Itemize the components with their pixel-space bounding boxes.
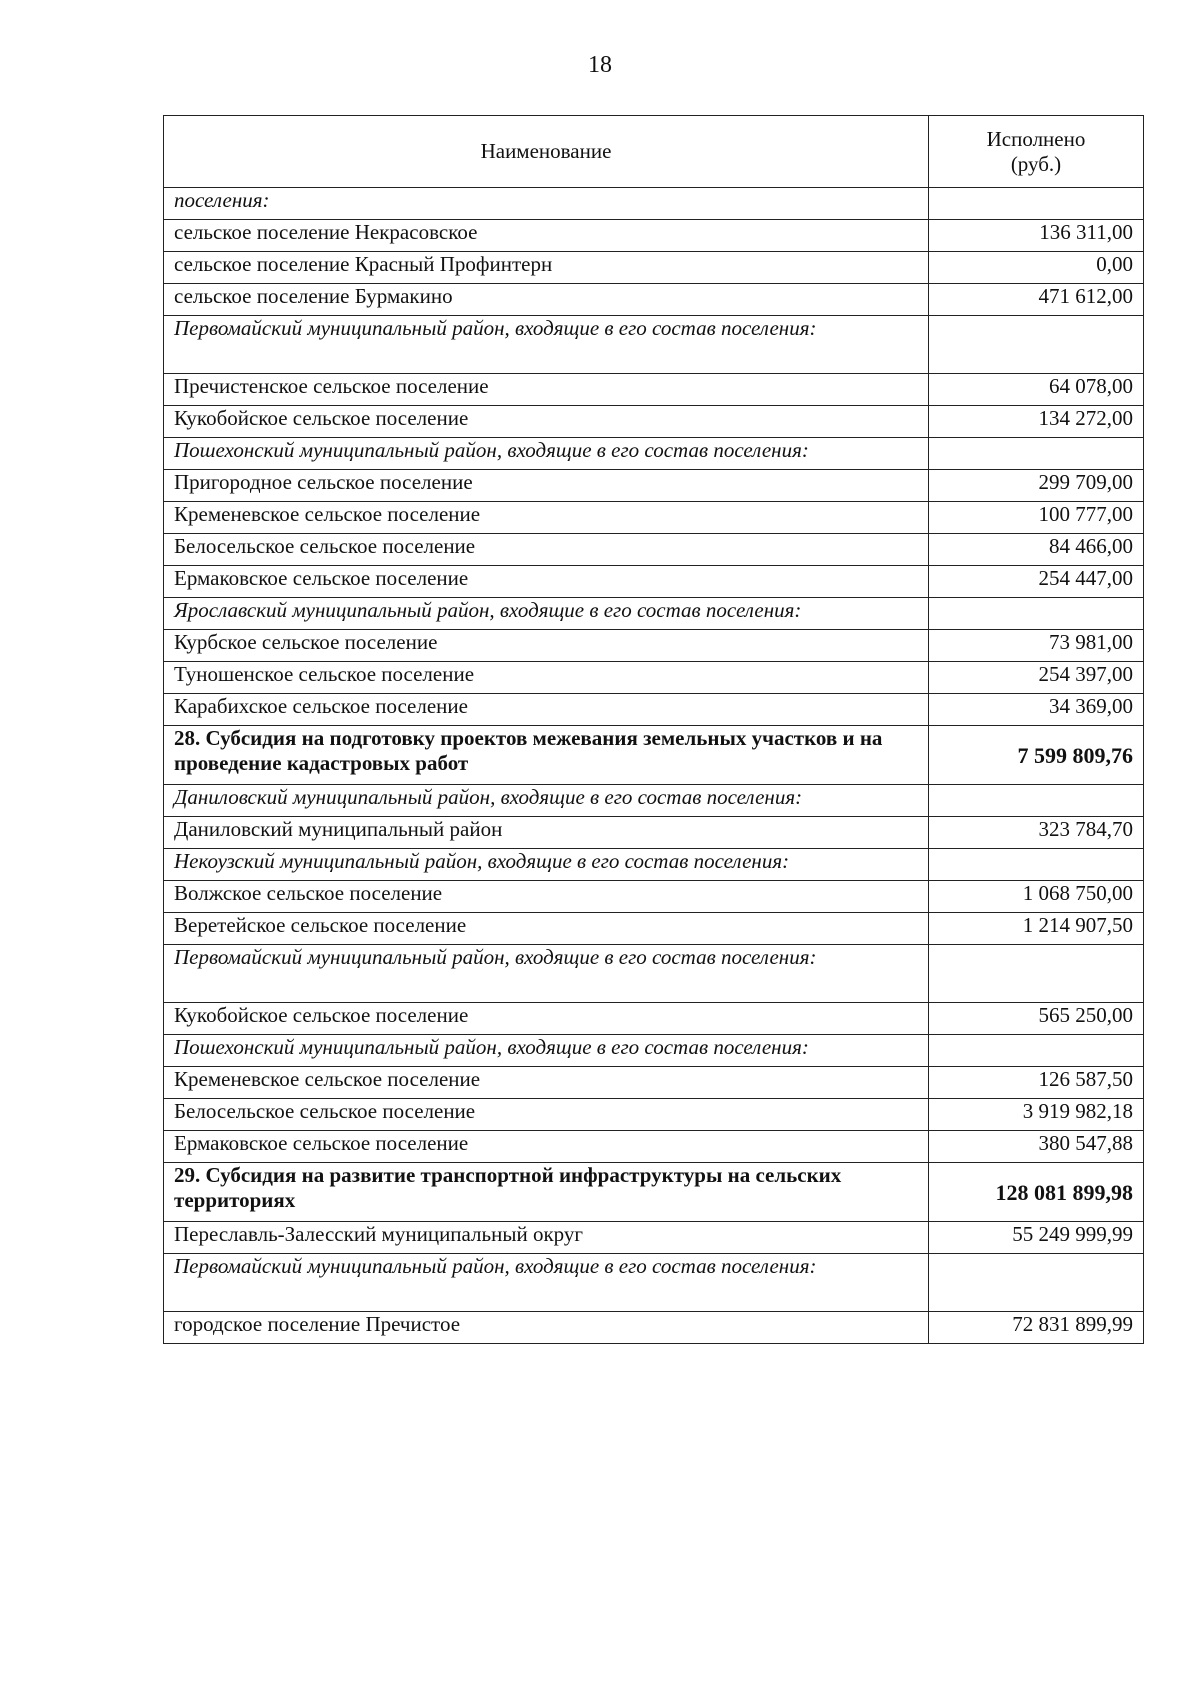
row-amount: 73 981,00 (929, 630, 1144, 662)
group-row (164, 1254, 1144, 1312)
row-name: Первомайский муниципальный район, входящие в его состав поселения: (164, 945, 929, 1003)
row-amount: 136 311,00 (929, 220, 1144, 252)
table-row (164, 817, 1144, 849)
group-row (164, 188, 1144, 220)
row-amount: 0,00 (929, 252, 1144, 284)
row-amount: 380 547,88 (929, 1131, 1144, 1163)
row-amount (929, 945, 1144, 1003)
row-amount: 126 587,50 (929, 1067, 1144, 1099)
row-amount: 64 078,00 (929, 374, 1144, 406)
table-row (164, 1312, 1144, 1344)
row-name: Волжское сельское поселение (164, 881, 929, 913)
table-row (164, 1099, 1144, 1131)
row-amount (929, 438, 1144, 470)
table-row (164, 1003, 1144, 1035)
row-name: 29. Субсидия на развитие транспортной инфраструктуры на сельских территориях (164, 1163, 929, 1222)
row-name: Ермаковское сельское поселение (164, 566, 929, 598)
table-row (164, 470, 1144, 502)
section-row (164, 726, 1144, 785)
row-amount (929, 598, 1144, 630)
table-row (164, 1131, 1144, 1163)
row-amount: 84 466,00 (929, 534, 1144, 566)
row-name: Белосельское сельское поселение (164, 1099, 929, 1131)
row-amount: 134 272,00 (929, 406, 1144, 438)
group-row (164, 598, 1144, 630)
row-name: Кукобойское сельское поселение (164, 406, 929, 438)
row-name: сельское поселение Некрасовское (164, 220, 929, 252)
row-name: сельское поселение Красный Профинтерн (164, 252, 929, 284)
row-name: 28. Субсидия на подготовку проектов межевания земельных участков и на проведение кадастровых работ (164, 726, 929, 785)
row-amount (929, 849, 1144, 881)
row-name: Кременевское сельское поселение (164, 502, 929, 534)
page-number: 18 (588, 52, 612, 78)
table-row (164, 534, 1144, 566)
table-row (164, 284, 1144, 316)
group-row (164, 849, 1144, 881)
table-row (164, 694, 1144, 726)
row-name: Пречистенское сельское поселение (164, 374, 929, 406)
table-row (164, 913, 1144, 945)
group-row (164, 945, 1144, 1003)
row-name: Пригородное сельское поселение (164, 470, 929, 502)
row-name: Кукобойское сельское поселение (164, 1003, 929, 1035)
row-amount: 254 447,00 (929, 566, 1144, 598)
row-name: Некоузский муниципальный район, входящие в его состав поселения: (164, 849, 929, 881)
row-amount (929, 188, 1144, 220)
table-row (164, 1067, 1144, 1099)
table-row (164, 406, 1144, 438)
row-amount: 299 709,00 (929, 470, 1144, 502)
row-amount: 3 919 982,18 (929, 1099, 1144, 1131)
table-row (164, 1222, 1144, 1254)
row-name: Кременевское сельское поселение (164, 1067, 929, 1099)
row-amount: 323 784,70 (929, 817, 1144, 849)
row-amount (929, 1254, 1144, 1312)
row-name: поселения: (164, 188, 929, 220)
row-name: Карабихское сельское поселение (164, 694, 929, 726)
row-name: Первомайский муниципальный район, входящие в его состав поселения: (164, 1254, 929, 1312)
row-amount: 1 214 907,50 (929, 913, 1144, 945)
row-amount (929, 1035, 1144, 1067)
table-row (164, 566, 1144, 598)
row-name: Первомайский муниципальный район, входящие в его состав поселения: (164, 316, 929, 374)
table-row (164, 630, 1144, 662)
row-name: Веретейское сельское поселение (164, 913, 929, 945)
section-row (164, 1163, 1144, 1222)
row-name: Даниловский муниципальный район (164, 817, 929, 849)
row-name: Белосельское сельское поселение (164, 534, 929, 566)
budget-table (163, 115, 1144, 1344)
table-header-row (164, 116, 1144, 188)
row-amount: 128 081 899,98 (929, 1163, 1144, 1222)
row-name: Переславль-Залесский муниципальный округ (164, 1222, 929, 1254)
row-name: Курбское сельское поселение (164, 630, 929, 662)
header-amount: Исполнено (руб.) (929, 116, 1144, 188)
row-amount: 7 599 809,76 (929, 726, 1144, 785)
row-amount: 254 397,00 (929, 662, 1144, 694)
row-amount: 34 369,00 (929, 694, 1144, 726)
row-name: Даниловский муниципальный район, входящие в его состав поселения: (164, 785, 929, 817)
table-row (164, 881, 1144, 913)
table-body (164, 188, 1144, 1344)
row-name: Ярославский муниципальный район, входящие в его состав поселения: (164, 598, 929, 630)
row-amount: 1 068 750,00 (929, 881, 1144, 913)
row-amount (929, 785, 1144, 817)
table-row (164, 662, 1144, 694)
row-amount: 72 831 899,99 (929, 1312, 1144, 1344)
header-name: Наименование (164, 116, 929, 188)
row-amount: 100 777,00 (929, 502, 1144, 534)
row-name: сельское поселение Бурмакино (164, 284, 929, 316)
table-row (164, 502, 1144, 534)
group-row (164, 316, 1144, 374)
row-name: Ермаковское сельское поселение (164, 1131, 929, 1163)
row-name: Пошехонский муниципальный район, входящие в его состав поселения: (164, 438, 929, 470)
table-row (164, 220, 1144, 252)
row-name: городское поселение Пречистое (164, 1312, 929, 1344)
row-amount: 565 250,00 (929, 1003, 1144, 1035)
group-row (164, 438, 1144, 470)
group-row (164, 785, 1144, 817)
row-amount: 471 612,00 (929, 284, 1144, 316)
table-row (164, 374, 1144, 406)
row-name: Пошехонский муниципальный район, входящие в его состав поселения: (164, 1035, 929, 1067)
table-row (164, 252, 1144, 284)
row-amount: 55 249 999,99 (929, 1222, 1144, 1254)
group-row (164, 1035, 1144, 1067)
row-amount (929, 316, 1144, 374)
row-name: Туношенское сельское поселение (164, 662, 929, 694)
